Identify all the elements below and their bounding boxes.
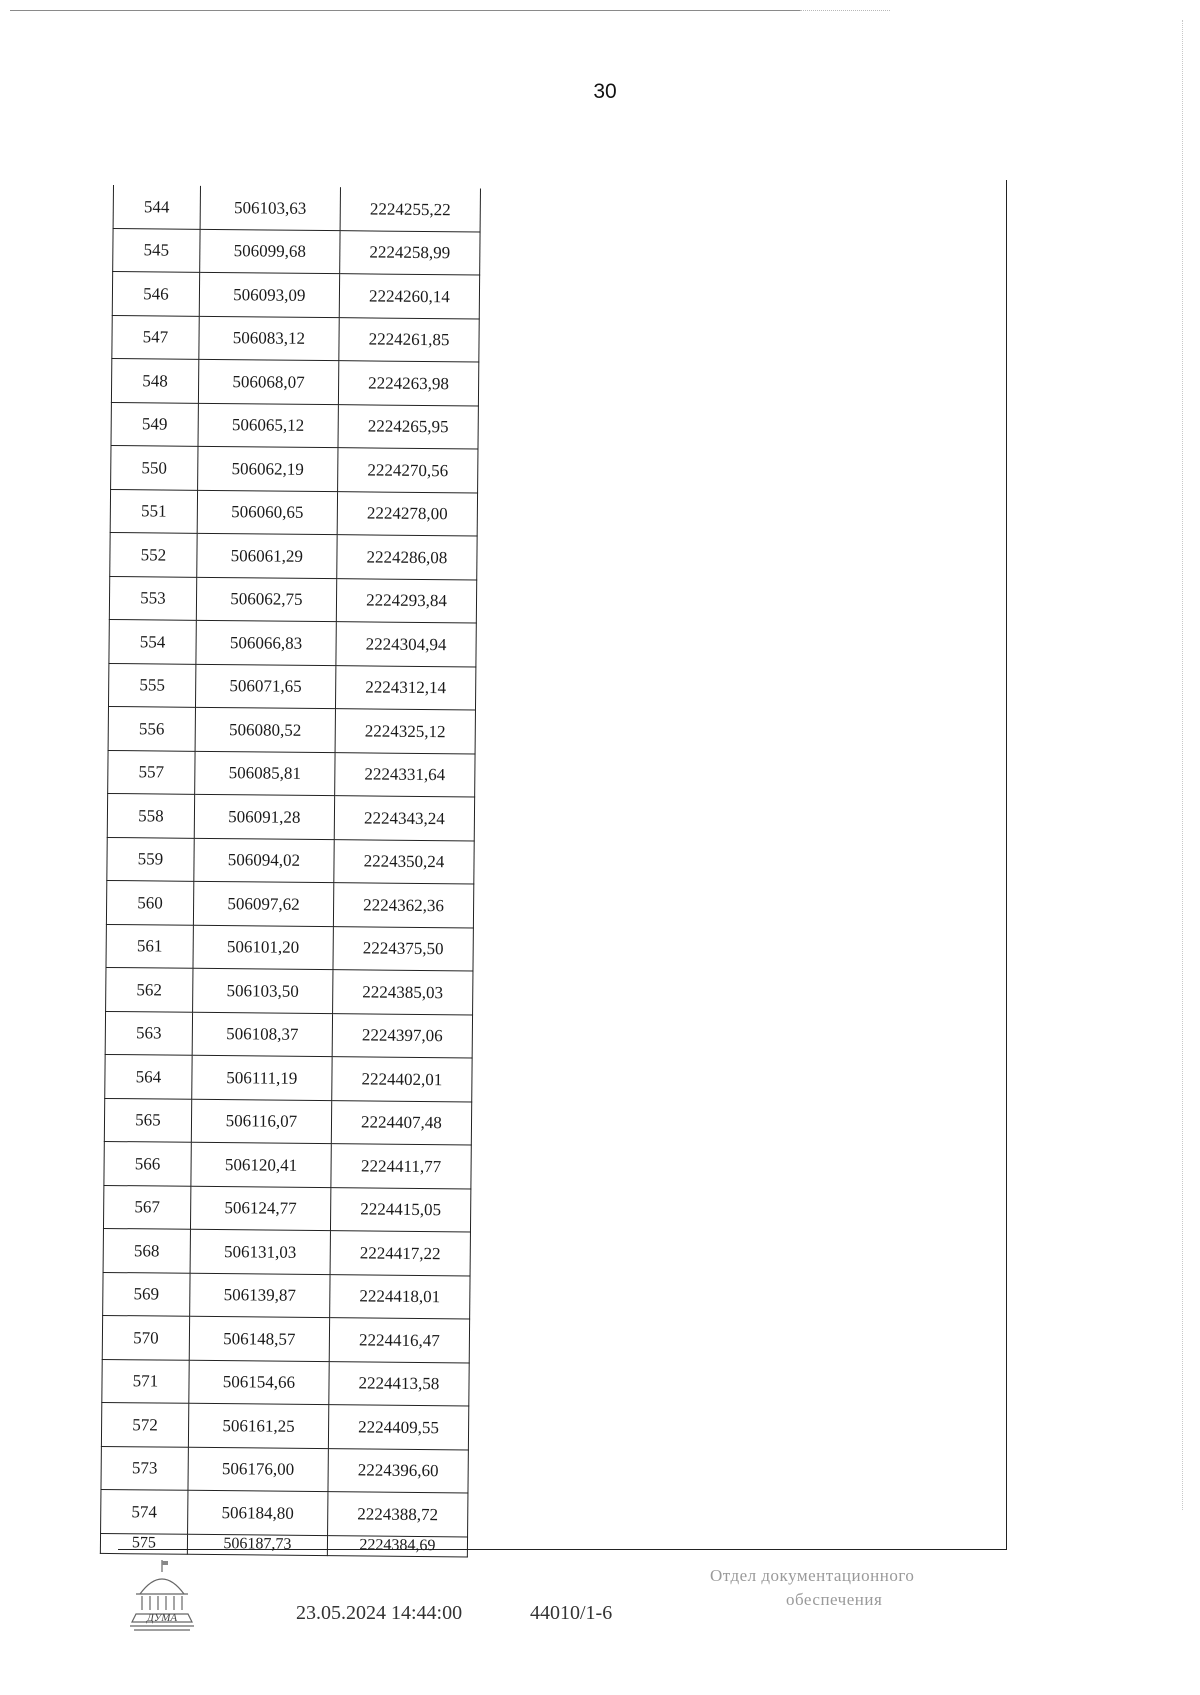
y-coordinate-cell: 2224325,12 (335, 709, 475, 754)
point-number-cell: 572 (101, 1402, 188, 1446)
point-number-cell: 573 (101, 1446, 188, 1490)
x-coordinate-cell: 506093,09 (199, 272, 339, 317)
y-coordinate-cell: 2224293,84 (336, 578, 476, 623)
x-coordinate-cell: 506103,63 (200, 186, 340, 230)
x-coordinate-cell: 506148,57 (189, 1316, 329, 1361)
point-number-cell: 564 (105, 1054, 192, 1098)
point-number-cell: 546 (112, 272, 199, 316)
x-coordinate-cell: 506116,07 (191, 1099, 331, 1144)
footer-date: 23.05.2024 14:44:00 (296, 1602, 463, 1624)
point-number-cell: 547 (112, 315, 199, 359)
point-number-cell: 558 (107, 793, 194, 837)
y-coordinate-cell: 2224304,94 (336, 622, 476, 667)
x-coordinate-cell: 506108,37 (192, 1012, 332, 1057)
table-row (108, 663, 475, 710)
y-coordinate-cell: 2224416,47 (329, 1318, 469, 1363)
x-coordinate-cell: 506099,68 (200, 229, 340, 274)
y-coordinate-cell: 2224396,60 (328, 1448, 468, 1493)
point-number-cell: 565 (104, 1098, 191, 1142)
x-coordinate-cell: 506066,83 (196, 620, 336, 665)
point-number-cell: 574 (101, 1489, 188, 1533)
x-coordinate-cell: 506068,07 (198, 359, 338, 404)
emblem-text (146, 1612, 178, 1624)
table-row (103, 1272, 470, 1319)
table-row (113, 185, 480, 232)
x-coordinate-cell: 506111,19 (192, 1055, 332, 1100)
table-row (101, 1402, 468, 1449)
point-number-cell: 548 (111, 358, 198, 402)
x-coordinate-cell: 506091,28 (194, 794, 334, 839)
footer-document-code: 44010/1-6 (530, 1602, 613, 1624)
point-number-cell: 567 (103, 1185, 190, 1229)
coordinates-table-body (100, 185, 480, 1556)
scan-top-rule (10, 10, 800, 11)
table-row (104, 1141, 471, 1188)
point-number-cell: 550 (111, 445, 198, 489)
y-coordinate-cell: 2224312,14 (335, 665, 475, 710)
y-coordinate-cell: 2224375,50 (333, 926, 473, 971)
y-coordinate-cell: 2224255,22 (340, 187, 480, 231)
table-row (107, 837, 474, 884)
point-number-cell: 563 (105, 1011, 192, 1055)
table-row (110, 489, 477, 536)
table-row (101, 1446, 468, 1493)
x-coordinate-cell: 506097,62 (193, 881, 333, 926)
y-coordinate-cell: 2224407,48 (331, 1100, 471, 1145)
y-coordinate-cell: 2224258,99 (340, 230, 480, 275)
table-row (111, 402, 478, 449)
duma-building-emblem-icon (126, 1558, 198, 1632)
x-coordinate-cell: 506061,29 (197, 533, 337, 578)
table-row (111, 445, 478, 492)
x-coordinate-cell: 506094,02 (194, 838, 334, 883)
point-number-cell: 553 (109, 576, 196, 620)
department-stamp-line-1: Отдел документационного (710, 1566, 915, 1585)
y-coordinate-cell: 2224278,00 (337, 491, 477, 536)
y-coordinate-cell: 2224415,05 (330, 1187, 470, 1232)
y-coordinate-cell: 2224261,85 (339, 317, 479, 362)
y-coordinate-cell: 2224413,58 (329, 1361, 469, 1406)
coordinates-table (100, 185, 481, 1557)
point-number-cell: 560 (106, 880, 193, 924)
scan-top-rule-tail (800, 10, 890, 11)
y-coordinate-cell: 2224418,01 (330, 1274, 470, 1319)
table-row (104, 1098, 471, 1145)
table-row (107, 793, 474, 840)
table-row (113, 228, 480, 275)
table-row (109, 619, 476, 666)
x-coordinate-cell: 506124,77 (190, 1186, 330, 1231)
y-coordinate-cell: 2224265,95 (338, 404, 478, 449)
y-coordinate-cell: 2224362,36 (333, 883, 473, 928)
point-number-cell: 570 (102, 1315, 189, 1359)
table-row (106, 880, 473, 927)
point-number-cell: 571 (102, 1359, 189, 1403)
x-coordinate-cell: 506103,50 (192, 968, 332, 1013)
point-number-cell: 561 (106, 924, 193, 968)
x-coordinate-cell: 506176,00 (188, 1447, 328, 1492)
y-coordinate-cell: 2224384,69 (327, 1535, 467, 1556)
x-coordinate-cell: 506101,20 (193, 925, 333, 970)
table-row (109, 576, 476, 623)
y-coordinate-cell: 2224350,24 (334, 839, 474, 884)
page-number: 30 (593, 80, 617, 103)
x-coordinate-cell: 506131,03 (190, 1229, 330, 1274)
table-row (112, 272, 479, 319)
x-coordinate-cell: 506083,12 (199, 316, 339, 361)
x-coordinate-cell: 506065,12 (198, 403, 338, 448)
y-coordinate-cell: 2224263,98 (338, 361, 478, 406)
table-row (112, 315, 479, 362)
point-number-cell: 554 (109, 619, 196, 663)
x-coordinate-cell: 506062,75 (196, 577, 336, 622)
scan-right-edge (1182, 20, 1183, 1510)
x-coordinate-cell: 506184,80 (187, 1490, 327, 1535)
point-number-cell: 549 (111, 402, 198, 446)
y-coordinate-cell: 2224397,06 (332, 1013, 472, 1058)
point-number-cell: 575 (100, 1533, 187, 1554)
x-coordinate-cell: 506154,66 (189, 1360, 329, 1405)
x-coordinate-cell: 506062,19 (197, 446, 337, 491)
frame-right-border (1006, 180, 1007, 1550)
point-number-cell: 562 (106, 967, 193, 1011)
table-row (108, 750, 475, 797)
table-row (102, 1315, 469, 1362)
table-row (105, 1011, 472, 1058)
x-coordinate-cell: 506139,87 (190, 1273, 330, 1318)
y-coordinate-cell: 2224417,22 (330, 1231, 470, 1276)
point-number-cell: 551 (110, 489, 197, 533)
y-coordinate-cell: 2224385,03 (332, 970, 472, 1015)
x-coordinate-cell: 506080,52 (195, 707, 335, 752)
table-row (110, 532, 477, 579)
y-coordinate-cell: 2224402,01 (332, 1057, 472, 1102)
y-coordinate-cell: 2224331,64 (335, 752, 475, 797)
y-coordinate-cell: 2224286,08 (337, 535, 477, 580)
x-coordinate-cell: 506085,81 (195, 751, 335, 796)
y-coordinate-cell: 2224411,77 (331, 1144, 471, 1189)
table-row (108, 706, 475, 753)
x-coordinate-cell: 506120,41 (191, 1142, 331, 1187)
point-number-cell: 557 (108, 750, 195, 794)
y-coordinate-cell: 2224260,14 (339, 274, 479, 319)
point-number-cell: 569 (103, 1272, 190, 1316)
x-coordinate-cell: 506187,73 (187, 1534, 327, 1555)
point-number-cell: 559 (107, 837, 194, 881)
svg-text:ДУМА: ДУМА (146, 1612, 178, 1624)
table-row (103, 1185, 470, 1232)
point-number-cell: 555 (108, 663, 195, 707)
table-row (100, 1533, 467, 1557)
point-number-cell: 568 (103, 1228, 190, 1272)
y-coordinate-cell: 2224409,55 (328, 1405, 468, 1450)
table-row (101, 1489, 468, 1536)
y-coordinate-cell: 2224343,24 (334, 796, 474, 841)
y-coordinate-cell: 2224388,72 (327, 1492, 467, 1537)
department-stamp-line-2: обеспечения (786, 1590, 883, 1609)
table-row (105, 1054, 472, 1101)
table-row (111, 358, 478, 405)
table-row (106, 967, 473, 1014)
point-number-cell: 556 (108, 706, 195, 750)
x-coordinate-cell: 506161,25 (188, 1403, 328, 1448)
x-coordinate-cell: 506071,65 (195, 664, 335, 709)
point-number-cell: 566 (104, 1141, 191, 1185)
point-number-cell: 552 (110, 532, 197, 576)
table-row (103, 1228, 470, 1275)
point-number-cell: 545 (113, 228, 200, 272)
point-number-cell: 544 (113, 185, 200, 229)
y-coordinate-cell: 2224270,56 (338, 448, 478, 493)
x-coordinate-cell: 506060,65 (197, 490, 337, 535)
table-row (106, 924, 473, 971)
table-row (102, 1359, 469, 1406)
